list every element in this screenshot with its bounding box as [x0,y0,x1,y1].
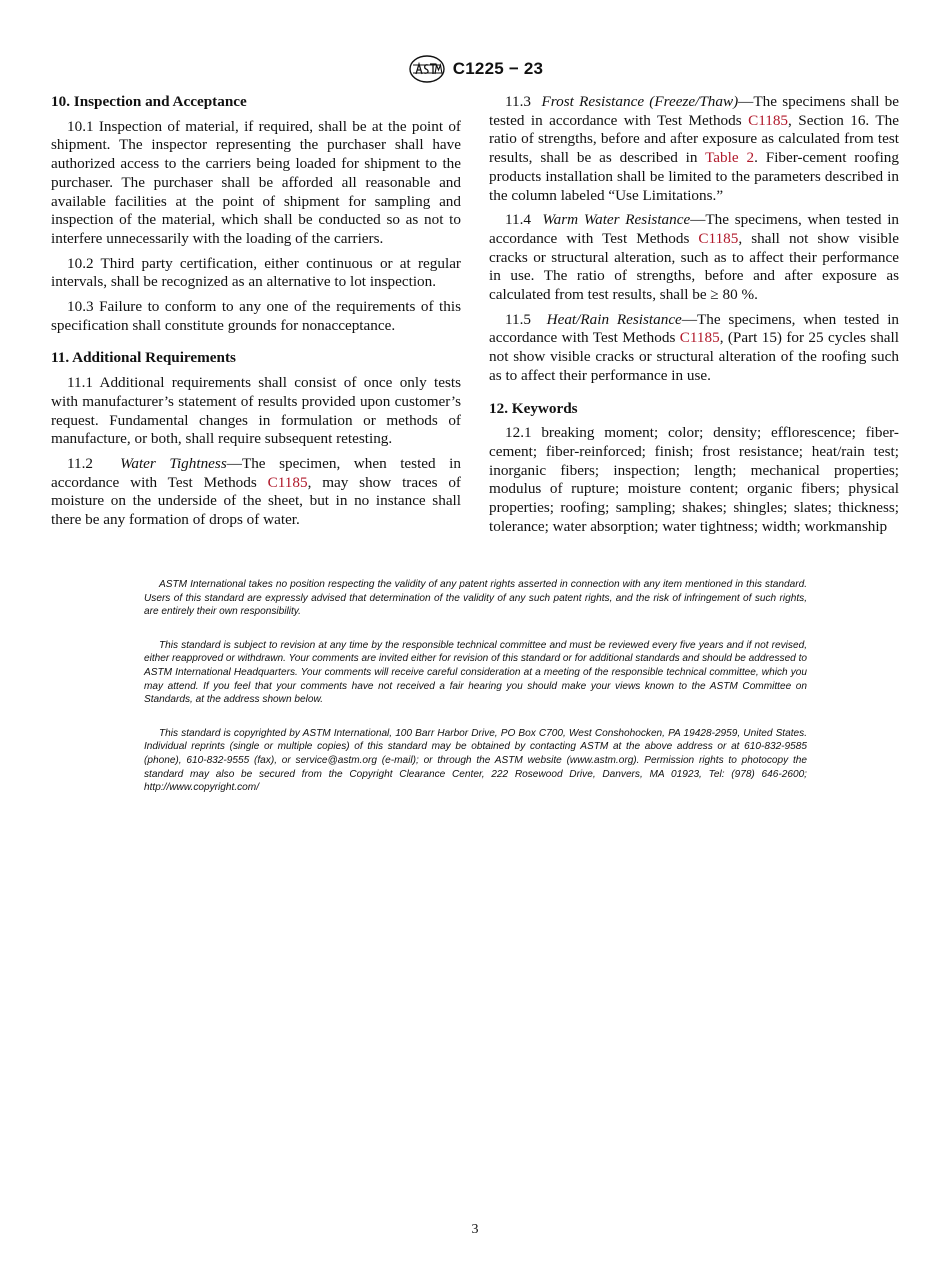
paragraph-text: —The specimen, when tested in accordance with Test Methods [51,454,461,491]
paragraph-text: , Section 16. The ratio of strengths, before and after exposure as calculated from test results, shall be as described in [489,111,899,167]
paragraph-text: —The specimens, when tested in accordance with Test Methods [489,211,900,247]
paragraph-10-1: 10.1 Inspection of material, if required, shall be at the point of shipment. The inspector representing the purchaser shall have authorized access to the carriers being loaded for shipment to the purchaser. The purchaser shall be afforded all reasonable and available facilities at the point of shipment for sampling and inspection of the material, which shall be conducted so as not to interfere unnecessarily with the loading of the carriers. [51,117,461,247]
c1185-link[interactable]: C1185 [267,473,308,491]
paragraph-title: Frost Resistance (Freeze/Thaw) [541,93,739,110]
c1185-link[interactable]: C1185 [748,111,789,129]
paragraph-11-2 [51,455,461,530]
paragraph-text: , may show traces of moisture on the underside of the sheet, but in no instance shall there be any formation of drops of water. [51,473,461,529]
standard-designation: C1225 − 23 [452,59,544,78]
paragraph-11-4 [489,211,899,305]
paragraph-number: 11.5 [505,310,532,328]
c1185-link[interactable]: C1185 [679,329,720,347]
paragraph-text: , shall not show visible cracks or structural alteration, such as to affect their performance in use. The ratio of strengths, before and after exposure as calculated from test results, shall be ≥ 80 %. [489,229,899,304]
astm-logo-icon [407,54,447,84]
paragraph-11-5 [489,311,899,386]
header-inner [407,54,543,84]
paragraph-title: Warm Water Resistance [542,211,691,229]
footer-notes [144,578,807,815]
paragraph-text: , (Part 15) for 25 cycles shall not show visible cracks or structural alteration of the roofing such as to affect their performance in use. [489,329,899,384]
section-10-heading: 10. Inspection and Acceptance [51,93,247,110]
revision-notice: This standard is subject to revision at any time by the responsible technical committee and must be reviewed every five years and if not revised, either reapproved or withdrawn. Your comments are invited either for revision of this standard or for additional standards and should be addressed to ASTM International Headquarters. Your comments will receive careful consideration at a meeting of the responsible technical committee, which you may attend. If you feel that your comments have not received a fair hearing you should make your views known to the ASTM Committee on Standards, at the address shown below. [144,639,808,706]
paragraph-11-1: 11.1 Additional requirements shall consist of once only tests with manufacturer’s statement of results provided upon customer’s request. Fundamental changes in formulation or methods of manufacture, or both, shall require subsequent retesting. [51,374,461,448]
right-column [489,93,899,542]
section-11-heading: 11. Additional Requirements [51,349,236,367]
c1185-link[interactable]: C1185 [698,229,739,247]
paragraph-text: . Fiber-cement roofing products installation shall be limited to the parameters described in the column labeled “Use Limitations.” [489,149,899,204]
paragraph-title: Water Tightness [120,454,227,472]
paragraph-12-1: 12.1 breaking moment; color; density; efflorescence; fiber-cement; fiber-reinforced; finish; frost resistance; heat/rain test; inorganic fibers; inspection; length; mechanical properties; modulus of rupture; moisture content; organic fibers; physical properties; roofing; sampling; shakes; shingles; slates; thickness; tolerance; water absorption; water tightness; width; workmanship [489,424,899,535]
paragraph-number: 11.3 [505,93,532,110]
paragraph-title: Heat/Rain Resistance [546,310,682,328]
page-header [0,54,950,89]
paragraph-10-3: 10.3 Failure to conform to any one of the requirements of this specification shall constitute grounds for nonacceptance. [51,298,461,334]
section-12-heading: 12. Keywords [489,399,578,417]
paragraph-number: 11.2 [67,454,94,472]
left-column [51,93,461,536]
paragraph-10-2: 10.2 Third party certification, either continuous or at regular intervals, shall be recognized as an alternative to lot inspection. [51,254,461,291]
page-number: 3 [471,1222,479,1237]
copyright-notice: This standard is copyrighted by ASTM International, 100 Barr Harbor Drive, PO Box C700, West Conshohocken, PA 19428-2959, United States. Individual reprints (single or multiple copies) of this standard may be obtained by contacting ASTM at the above address or at 610-832-9585 (phone), 610-832-9555 (fax), or service@astm.org (e-mail); or through the ASTM website (www.astm.org). Permission rights to photocopy the standard may also be secured from the Copyright Clearance Center, 222 Rosewood Drive, Danvers, MA 01923, Tel: (978) 646-2600; http://www.copyright.com/ [144,727,807,794]
patent-notice: ASTM International takes no position respecting the validity of any patent rights asserted in connection with any item mentioned in this standard. Users of this standard are expressly advised that determination of the validity of any such patent rights, and the risk of infringement of such rights, are entirely their own responsibility. [144,579,807,618]
paragraph-text: —The specimens shall be tested in accordance with Test Methods [489,93,899,129]
paragraph-number: 11.4 [505,211,532,229]
paragraph-text: —The specimens, when tested in accordance with Test Methods [489,310,900,347]
paragraph-11-3 [489,93,899,205]
table-2-link[interactable]: Table 2 [705,149,755,167]
